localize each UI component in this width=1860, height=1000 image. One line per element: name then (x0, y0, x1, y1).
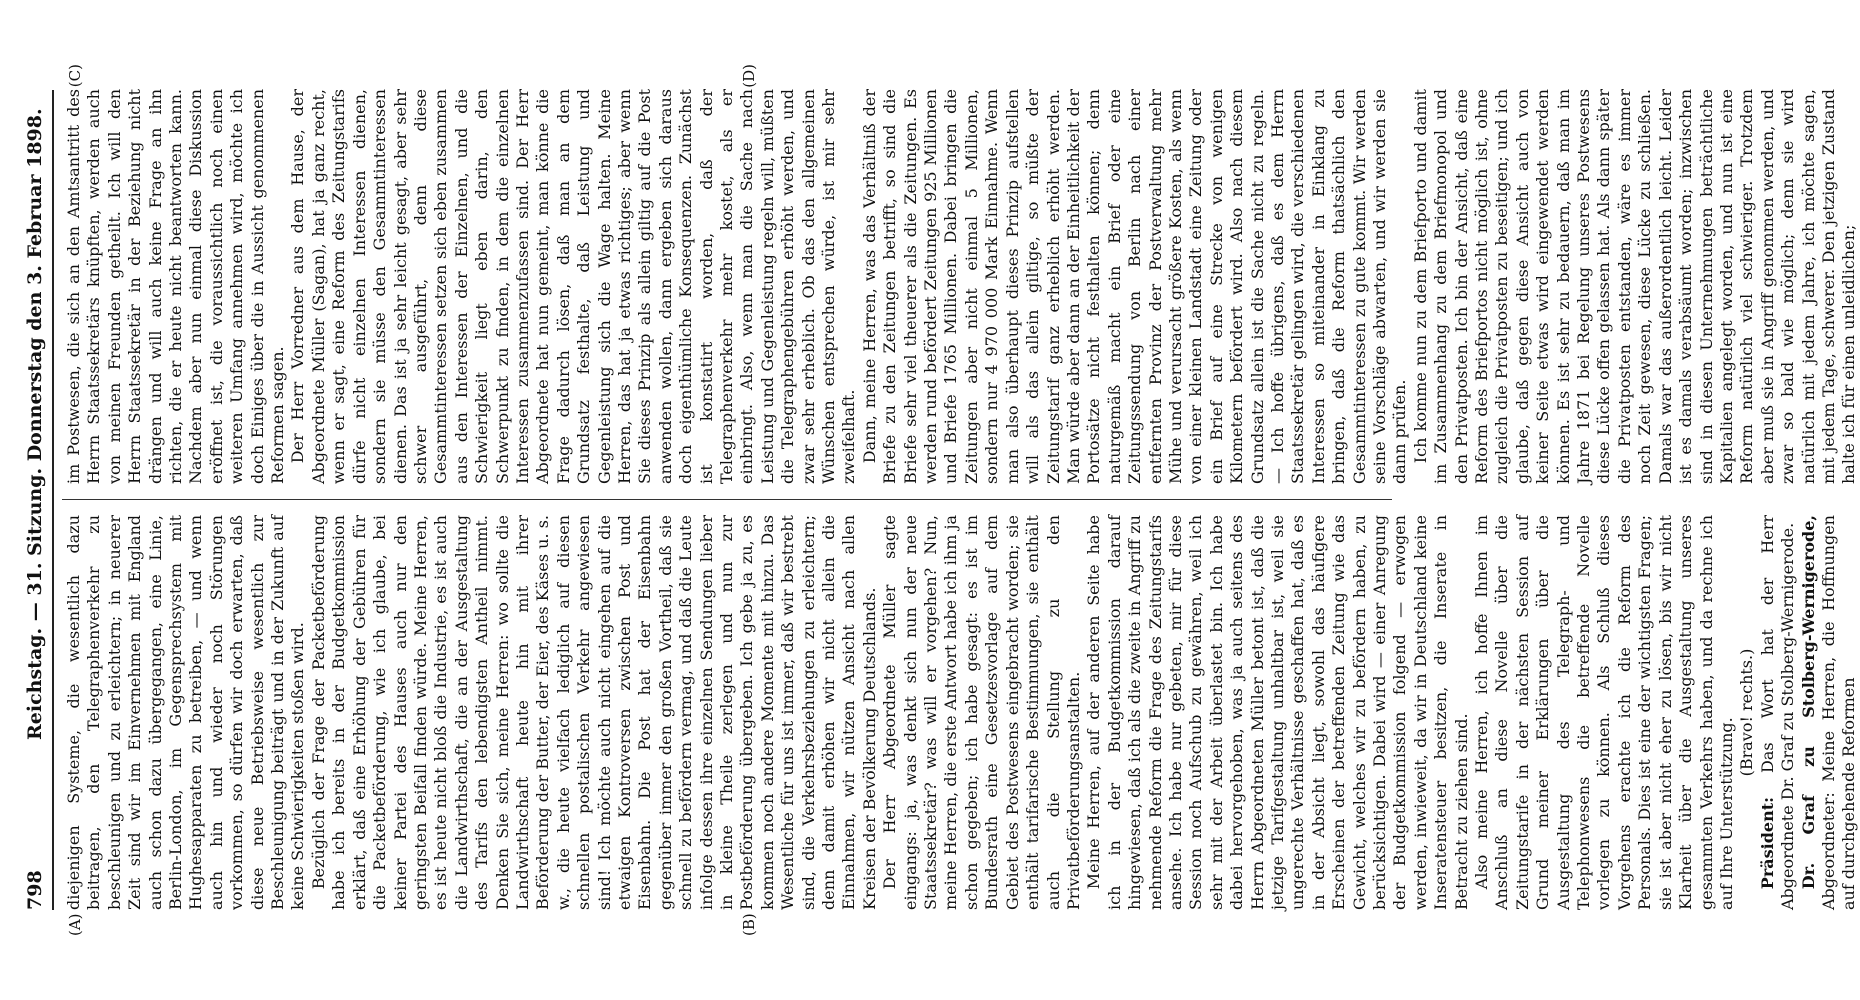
speaker-label: Dr. Graf zu Stolberg-Wernigerode, (1798, 515, 1818, 890)
paragraph: Der Herr Abgeordnete Müller sagte eingangs: ja, was denkt sich nun der neue Staatssekretär? was will er vorgehen? Nun, meine Herren, die erste Antwort habe ich ihm ja schon gegeben; ich habe gesagt: es ist im Bundesrath eine Gesetzesvorlage auf dem Gebiet des Postwesens eingebracht worden; sie enthält tarifarische Bestimmungen, sie enthält auch die Stellung zu den Privatbeförderungsanstalten. (880, 515, 1083, 910)
speaker-paragraph (1799, 515, 1860, 910)
margin-marker-a: (A) (66, 913, 84, 936)
margin-marker-d: (D) (740, 64, 758, 88)
right-column (64, 89, 1859, 484)
left-column (64, 515, 1859, 910)
paragraph: Meine Herren, auf der anderen Seite habe ich in der Budgetkommission darauf hingewiesen, daß ich als die zweite in Angriff zu nehmende Reform die Frage des Zeitungstarifs ansehe. Ich habe nur gebeten, mir für diese Session noch Aufschub zu gewähren, weil ich sehr mit der Arbeit überlastet bin. Ich habe dabei hervorgehoben, was ja auch seitens des Herrn Abgeordneten Müller betont ist, daß die jetzige Tarifgestaltung unhaltbar ist, weil sie ungerechte Verhältnisse geschaffen hat, daß es in der Absicht liegt, sowohl das häufigere Erscheinen der betreffenden Zeitung wie das Gewicht, welches wir zu befördern haben, zu berücksichtigen. Dabei wird — einer Anregung der Budgetkommission folgend — erwogen werden, inwieweit, da wir in Deutschland keine Inseratensteuer besitzen, die Inserate in Betracht zu ziehen sind. (1084, 515, 1471, 910)
speaker-text: Abgeordneter: Meine Herren, die Hoffnungen auf durchgehende Reformen (1818, 515, 1859, 910)
document-page (0, 20, 1859, 980)
president-label: Präsident: (1757, 796, 1777, 890)
page-header (22, 90, 54, 910)
paragraph: im Postwesen, die sich an den Amtsantritt des Herrn Staatssekretärs knüpften, werden auch von meinen Freunden getheilt. Ich will den Herrn Staatssekretär in der Beziehung nicht drängen und will auch keine Frage an ihn richten, die er heute nicht beantworten kann. Nachdem aber nun einmal diese Diskussion eröffnet ist, die voraussichtlich noch einen weiteren Umfang annehmen wird, möchte ich doch Einiges über die in Aussicht genommenen Reformen sagen. (64, 89, 288, 484)
applause-note: (Bravo! rechts.) (1737, 648, 1757, 777)
paragraph: Der Herr Vorredner aus dem Hause, der Abgeordnete Müller (Sagan), hat ja ganz recht, wenn er sagt, eine Reform des Zeitungstarifs dürfe nicht einzelnen Interessen dienen, sondern sie müsse den Gesammtinteressen dienen. Das ist ja sehr leicht gesagt, aber sehr schwer ausgeführt, denn diese Gesammtinteressen setzen sich eben zusammen aus den Interessen der Einzelnen, und die Schwierigkeit liegt eben darin, den Schwerpunkt zu finden, in dem die einzelnen Interessen zusammenzufassen sind. Der Herr Abgeordnete hat nun gemeint, man könne die Frage dadurch lösen, daß man an dem Grundsatz festhalte, daß Leistung und Gegenleistung sich die Wage halten. Meine Herren, das hat ja etwas richtiges; aber wenn Sie dieses Prinzip als allein giltig auf die Post anwenden wollen, dann ergeben sich daraus doch eigenthümliche Konsequenzen. Zunächst ist konstatirt worden, daß der Telegraphenverkehr mehr kostet, als er einbringt. Also, wenn man die Sache nach Leistung und Gegenleistung regeln will, müßten die Telegraphengebühren erhöht werden, und zwar sehr erheblich. Ob das den allgemeinen Wünschen entsprechen würde, ist mir sehr zweifelhaft. (288, 89, 859, 484)
column-divider (62, 499, 1392, 500)
paragraph: diejenigen Systeme, die wesentlich dazu beitragen, den Telegraphenverkehr zu beschleunigen und zu erleichtern; in neuerer Zeit sind wir im Einvernehmen mit England auch schon dazu übergegangen, eine Linie, Berlin-London, im Gegensprechsystem mit Hughesapparaten zu betreiben, — und wenn auch hin und wieder noch Störungen vorkommen, so dürfen wir doch erwarten, daß diese neue Betriebsweise wesentlich zur Beschleunigung beiträgt und in der Zukunft auf keine Schwierigkeiten stoßen wird. (64, 515, 308, 910)
page-title: Reichstag. — 31. Sitzung. Donnerstag den 3. Februar 1898. (24, 108, 46, 740)
president-paragraph (1758, 515, 1799, 910)
paragraph: Also meine Herren, ich hoffe Ihnen im Anschluß an diese Novelle über die Zeitungstarife in der nächsten Session auf Grund meiner Erklärungen über die Ausgestaltung des Telegraph- und Telephonwesens die betreffende Novelle vorlegen zu können. Als Schluß dieses Vorgehens erachte ich die Reform des Personals. Dies ist eine der wichtigsten Fragen; sie ist aber nicht eher zu lösen, bis wir nicht Klarheit über die Ausgestaltung unseres gesammten Verkehrs haben, und da rechne ich auf Ihre Unterstützung. (1472, 515, 1736, 910)
paragraph: Dann, meine Herren, was das Verhältniß der Briefe zu den Zeitungen betrifft, so sind die Briefe sehr viel theuerer als die Zeitungen. Es werden rund befördert Zeitungen 925 Millionen und Briefe 1765 Millionen. Dabei bringen die Zeitungen aber nicht einmal 5 Millionen, sondern nur 4 970 000 Mark Einnahme. Wenn man also überhaupt dieses Prinzip aufstellen will als das allein giltige, so müßte der Zeitungstarif ganz erheblich erhöht werden. Man würde aber dann an der Einheitlichkeit der Portosätze nicht festhalten können; denn naturgemäß macht ein Brief oder eine Zeitungssendung von Berlin nach einer entfernten Provinz der Postverwaltung mehr Mühe und verursacht größere Kosten, als wenn von einer kleinen Landstadt eine Zeitung oder ein Brief auf eine Strecke von wenigen Kilometern befördert wird. Also nach diesem Grundsatz allein ist die Sache nicht zu regeln. — Ich hoffe übrigens, daß es dem Herrn Staatssekretär gelingen wird, die verschiedenen Interessen so miteinander in Einklang zu bringen, daß die Reform thatsächlich den Gesammtinteressen zu gute kommt. Wir werden seine Vorschläge abwarten, und wir werden sie dann prüfen. (859, 89, 1410, 484)
paragraph: Ich komme nun zu dem Briefporto und damit im Zusammenhang zu dem Briefmonopol und den Privatposten. Ich bin der Ansicht, daß eine Reform des Briefportos nicht möglich ist, ohne zugleich die Privatposten zu beseitigen; und ich glaube, daß gegen diese Ansicht auch von keiner Seite etwas wird eingewendet werden können. Es ist sehr zu bedauern, daß man im Jahre 1871 bei Regelung unseres Postwesens diese Lücke offen gelassen hat. Als dann später die Privatposten entstanden, wäre es immer noch Zeit gewesen, diese Lücke zu schließen. Damals war das außerordentlich leicht. Leider ist es damals verabsäumt worden; inzwischen sind in diesen Unternehmungen beträchtliche Kapitalien angelegt worden, und nun ist eine Reform natürlich viel schwieriger. Trotzdem aber muß sie in Angriff genommen werden, und zwar so bald wie möglich; denn sie wird natürlich mit jedem Jahre, ich möchte sagen, mit jedem Tage, schwerer. Den jetzigen Zustand halte ich für einen unleidlichen; (1410, 89, 1859, 484)
margin-marker-c: (C) (66, 64, 84, 88)
page-number: 798 (24, 870, 46, 910)
president-text: Das Wort hat der Herr Abgeordnete Dr. Graf zu Stolberg-Wernigerode. (1757, 515, 1798, 910)
margin-marker-b: (B) (740, 913, 758, 936)
paragraph: Bezüglich der Frage der Packetbeförderung habe ich bereits in der Budgetkommission erklärt, daß eine Erhöhung der Gebühren für die Packetbeförderung, wie ich glaube, bei keiner Partei des Hauses auch nur den geringsten Beifall finden würde. Meine Herren, es ist heute nicht bloß die Industrie, es ist auch die Landwirthschaft, die an der Ausgestaltung des Tarifs den lebendigsten Antheil nimmt. Denken Sie sich, meine Herren: wo sollte die Landwirthschaft heute hin mit ihrer Beförderung der Butter, der Eier, des Käses u. s. w., die heute vielfach lediglich auf diesen schnellen postalischen Verkehr angewiesen sind! Ich möchte auch nicht eingehen auf die etwaigen Kontroversen zwischen Post und Eisenbahn. Die Post hat der Eisenbahn gegenüber immer den großen Vortheil, daß sie schnell zu befördern vermag, und daß die Leute infolge dessen ihre einzelnen Sendungen lieber in kleine Theile zerlegen und nun zur Postbeförderung übergeben. Ich gebe ja zu, es kommen noch andere Momente mit hinzu. Das Wesentliche für uns ist immer, daß wir bestrebt sind, die Verkehrsbeziehungen zu erleichtern; denn damit erhöhen wir nicht allein die Einnahmen, wir nützen Ansicht nach allen Kreisen der Bevölkerung Deutschlands. (308, 515, 879, 910)
